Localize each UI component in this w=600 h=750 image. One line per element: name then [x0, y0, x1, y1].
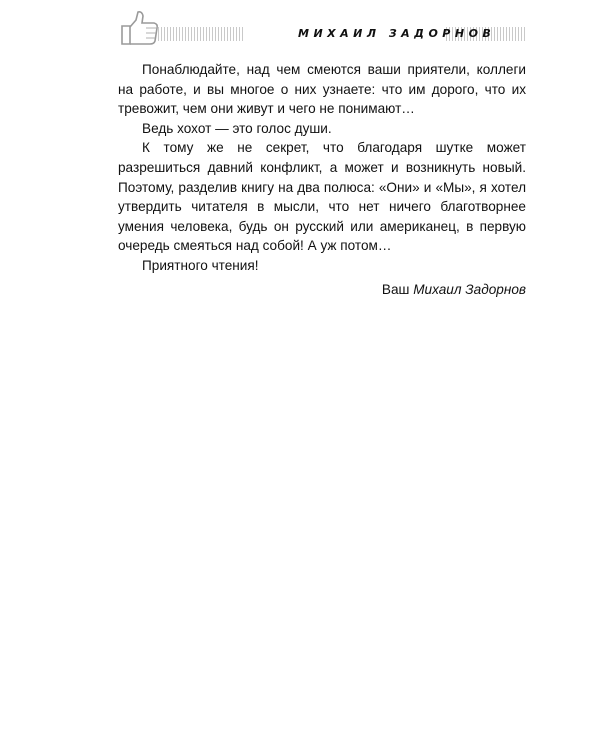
signature-prefix: Ваш	[381, 281, 410, 297]
paragraph-1: Понаблюдайте, над чем смеются ваши приятели, коллеги на работе, и вы многое о них узнаете: что им дорого, что их тревожит, чем они живут и чего не понимают…	[118, 62, 526, 117]
header-title: МИХАИЛ ЗАДОРНОВ	[298, 27, 496, 40]
paragraph-2: Ведь хохот — это голос души.	[142, 120, 332, 136]
paragraph-4: Приятного чтения!	[142, 257, 259, 273]
running-header	[118, 10, 526, 48]
signature-name: Михаил Задорнов	[413, 281, 526, 297]
page-content	[118, 60, 526, 299]
paragraph-3: К тому же не секрет, что благодаря шутке может разрешиться давний конфликт, а может и возникнуть новый. Поэтому, разделив книгу на два полюса: «Они» и «Мы», я хотел утвердить читателя в мысли, что нет ничего благотворнее умения человека, будь он русский или американец, в первую очередь смеяться над собой! А уж потом…	[118, 140, 526, 254]
signature	[118, 280, 526, 300]
thumbs-up-icon	[118, 10, 162, 46]
